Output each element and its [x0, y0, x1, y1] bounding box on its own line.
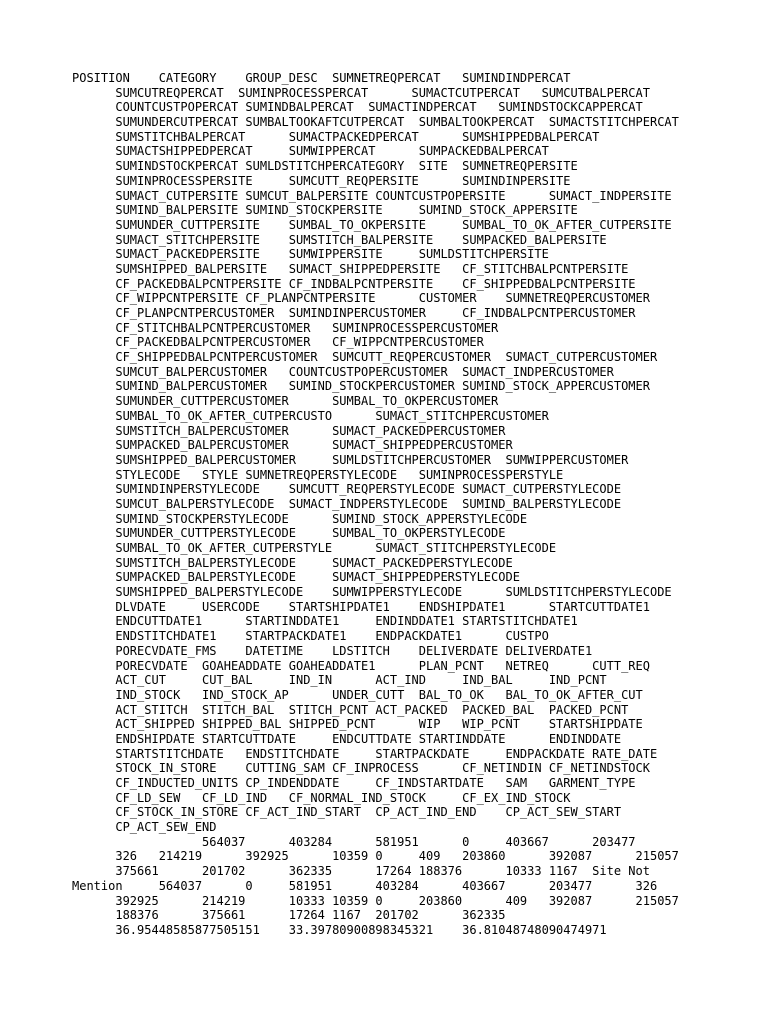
header-line-41: PORECVDATE GOAHEADDATE GOAHEADDATE1 PLAN_PCNT NETREQ CUTT_REQ — [72, 658, 650, 673]
header-line-28: STYLECODE STYLE SUMNETREQPERSTYLECODE SUMINPROCESSPERSTYLE — [72, 467, 564, 482]
header-line-10: SUMIND_BALPERSITE SUMIND_STOCKPERSITE SUMIND_STOCK_APPERSITE — [72, 203, 578, 218]
data-line-4: Mention 564037 0 581951 403284 403667 203477 326 — [72, 878, 658, 893]
header-line-44: ACT_STITCH STITCH_BAL STITCH_PCNT ACT_PACKED PACKED_BAL PACKED_PCNT — [72, 702, 629, 717]
header-line-27: SUMSHIPPED_BALPERCUSTOMER SUMLDSTITCHPERCUSTOMER SUMWIPPERCUSTOMER — [72, 452, 629, 467]
header-line-31: SUMIND_STOCKPERSTYLECODE SUMIND_STOCK_APPERSTYLECODE — [72, 511, 528, 526]
header-line-16: CF_WIPPCNTPERSITE CF_PLANPCNTPERSITE CUSTOMER SUMNETREQPERCUSTOMER — [72, 291, 650, 306]
data-line-6: 188376 375661 17264 1167 201702 362335 — [72, 908, 506, 923]
header-line-21: SUMCUT_BALPERCUSTOMER COUNTCUSTPOPERCUSTOMER SUMACT_INDPERCUSTOMER — [72, 364, 614, 379]
data-line-1: 564037 403284 581951 0 403667 203477 — [72, 834, 636, 849]
header-line-2: SUMCUTREQPERCAT SUMINPROCESSPERCAT SUMACTCUTPERCAT SUMCUTBALPERCAT — [72, 85, 650, 100]
header-line-47: STARTSTITCHDATE ENDSTITCHDATE STARTPACKDATE ENDPACKDATE RATE_DATE — [72, 746, 658, 761]
header-line-40: PORECVDATE_FMS DATETIME LDSTITCH DELIVERDATE DELIVERDATE1 — [72, 643, 593, 658]
header-line-12: SUMACT_STITCHPERSITE SUMSTITCH_BALPERSITE SUMPACKED_BALPERSITE — [72, 232, 607, 247]
header-line-45: ACT_SHIPPED SHIPPED_BAL SHIPPED_PCNT WIP WIP_PCNT STARTSHIPDATE — [72, 717, 643, 732]
header-line-29: SUMINDINPERSTYLECODE SUMCUTT_REQPERSTYLECODE SUMACT_CUTPERSTYLECODE — [72, 482, 622, 497]
header-line-35: SUMPACKED_BALPERSTYLECODE SUMACT_SHIPPEDPERSTYLECODE — [72, 570, 520, 585]
header-line-25: SUMSTITCH_BALPERCUSTOMER SUMACT_PACKEDPERCUSTOMER — [72, 423, 506, 438]
header-line-34: SUMSTITCH_BALPERSTYLECODE SUMACT_PACKEDPERSTYLECODE — [72, 555, 513, 570]
header-line-42: ACT_CUT CUT_BAL IND_IN ACT_IND IND_BAL IND_PCNT — [72, 673, 607, 688]
data-line-2: 326 214219 392925 10359 0 409 203860 392087 215057 — [72, 849, 679, 864]
header-line-38: ENDCUTTDATE1 STARTINDDATE1 ENDINDDATE1 STARTSTITCHDATE1 — [72, 614, 578, 629]
header-line-6: SUMACTSHIPPEDPERCAT SUMWIPPERCAT SUMPACKEDBALPERCAT — [72, 144, 549, 159]
header-line-26: SUMPACKED_BALPERCUSTOMER SUMACT_SHIPPEDPERCUSTOMER — [72, 438, 513, 453]
header-line-1: POSITION CATEGORY GROUP_DESC SUMNETREQPERCAT SUMINDINDPERCAT — [72, 71, 571, 85]
data-line-7: 36.95448585877505151 33.39780900898345321 36.81048748090474971 — [72, 922, 607, 937]
header-line-23: SUMUNDER_CUTTPERCUSTOMER SUMBAL_TO_OKPERCUSTOMER — [72, 394, 499, 409]
header-line-36: SUMSHIPPED_BALPERSTYLECODE SUMWIPPERSTYLECODE SUMLDSTITCHPERSTYLECODE — [72, 585, 672, 600]
header-line-51: CF_STOCK_IN_STORE CF_ACT_IND_START CP_ACT_IND_END CP_ACT_SEW_START — [72, 805, 622, 820]
header-line-32: SUMUNDER_CUTTPERSTYLECODE SUMBAL_TO_OKPERSTYLECODE — [72, 526, 506, 541]
header-line-13: SUMACT_PACKEDPERSITE SUMWIPPERSITE SUMLDSTITCHPERSITE — [72, 247, 549, 262]
header-line-48: STOCK_IN_STORE CUTTING_SAM CF_INPROCESS CF_NETINDIN CF_NETINDSTOCK — [72, 761, 650, 776]
header-line-11: SUMUNDER_CUTTPERSITE SUMBAL_TO_OKPERSITE SUMBAL_TO_OK_AFTER_CUTPERSITE — [72, 217, 672, 232]
header-line-43: IND_STOCK IND_STOCK_AP UNDER_CUTT BAL_TO_OK BAL_TO_OK_AFTER_CUT — [72, 687, 643, 702]
header-line-39: ENDSTITCHDATE1 STARTPACKDATE1 ENDPACKDATE1 CUSTPO — [72, 629, 549, 644]
header-line-33: SUMBAL_TO_OK_AFTER_CUTPERSTYLE SUMACT_STITCHPERSTYLECODE — [72, 541, 557, 555]
report-text-block — [72, 71, 732, 938]
header-line-15: CF_PACKEDBALPCNTPERSITE CF_INDBALPCNTPERSITE CF_SHIPPEDBALPCNTPERSITE — [72, 276, 636, 291]
header-line-3: COUNTCUSTPOPERCAT SUMINDBALPERCAT SUMACTINDPERCAT SUMINDSTOCKCAPPERCAT — [72, 100, 643, 115]
header-line-52: CP_ACT_SEW_END — [72, 820, 217, 835]
header-line-9: SUMACT_CUTPERSITE SUMCUT_BALPERSITE COUNTCUSTPOPERSITE SUMACT_INDPERSITE — [72, 188, 672, 203]
header-line-30: SUMCUT_BALPERSTYLECODE SUMACT_INDPERSTYLECODE SUMIND_BALPERSTYLECODE — [72, 496, 622, 511]
header-line-8: SUMINPROCESSPERSITE SUMCUTT_REQPERSITE SUMINDINPERSITE — [72, 173, 571, 188]
header-line-24: SUMBAL_TO_OK_AFTER_CUTPERCUSTO SUMACT_STITCHPERCUSTOMER — [72, 408, 549, 423]
header-line-49: CF_INDUCTED_UNITS CP_INDENDDATE CF_INDSTARTDATE SAM GARMENT_TYPE — [72, 776, 636, 790]
header-line-7: SUMINDSTOCKPERCAT SUMLDSTITCHPERCATEGORY SITE SUMNETREQPERSITE — [72, 159, 578, 174]
header-line-18: CF_STITCHBALPCNTPERCUSTOMER SUMINPROCESSPERCUSTOMER — [72, 320, 499, 335]
header-line-5: SUMSTITCHBALPERCAT SUMACTPACKEDPERCAT SUMSHIPPEDBALPERCAT — [72, 129, 600, 144]
header-line-4: SUMUNDERCUTPERCAT SUMBALTOOKAFTCUTPERCAT SUMBALTOOKPERCAT SUMACTSTITCHPERCAT — [72, 115, 679, 130]
header-line-19: CF_PACKEDBALPCNTPERCUSTOMER CF_WIPPCNTPERCUSTOMER — [72, 335, 484, 350]
data-line-5: 392925 214219 10333 10359 0 203860 409 392087 215057 — [72, 893, 679, 908]
header-line-50: CF_LD_SEW CF_LD_IND CF_NORMAL_IND_STOCK CF_EX_IND_STOCK — [72, 790, 571, 805]
header-line-14: SUMSHIPPED_BALPERSITE SUMACT_SHIPPEDPERSITE CF_STITCHBALPCNTPERSITE — [72, 261, 629, 276]
header-line-37: DLVDATE USERCODE STARTSHIPDATE1 ENDSHIPDATE1 STARTCUTTDATE1 — [72, 599, 650, 614]
header-line-46: ENDSHIPDATE STARTCUTTDATE ENDCUTTDATE STARTINDDATE ENDINDDATE — [72, 731, 622, 746]
header-line-17: CF_PLANPCNTPERCUSTOMER SUMINDINPERCUSTOMER CF_INDBALPCNTPERCUSTOMER — [72, 306, 636, 320]
header-line-22: SUMIND_BALPERCUSTOMER SUMIND_STOCKPERCUSTOMER SUMIND_STOCK_APPERCUSTOMER — [72, 379, 650, 394]
header-line-20: CF_SHIPPEDBALPCNTPERCUSTOMER SUMCUTT_REQPERCUSTOMER SUMACT_CUTPERCUSTOMER — [72, 350, 658, 365]
data-line-3: 375661 201702 362335 17264 188376 10333 1167 Site Not — [72, 864, 650, 879]
